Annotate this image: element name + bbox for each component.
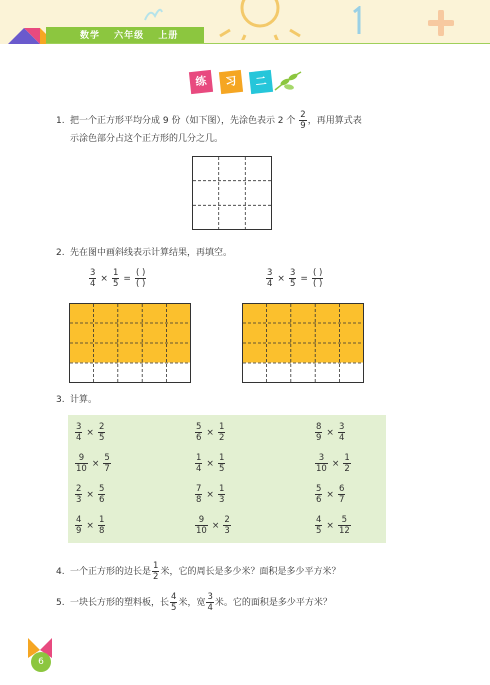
- calc-item: $\frac{4}{5}$ × $\frac{5}{12}$: [316, 515, 350, 536]
- numerator: 3: [267, 268, 273, 278]
- times-sign: ×: [277, 273, 285, 284]
- denominator: 5: [171, 603, 177, 613]
- calc-item: $\frac{9}{10}$ × $\frac{2}{3}$: [196, 515, 230, 536]
- equals-sign: =: [123, 273, 131, 284]
- question-number: 5.: [56, 598, 65, 608]
- plus-icon: [428, 10, 454, 36]
- title-char-2: 习: [219, 70, 243, 94]
- numerator: 4: [171, 592, 177, 602]
- calc-item: $\frac{3}{10}$ × $\frac{1}{2}$: [316, 453, 350, 474]
- denominator: 6: [98, 495, 105, 505]
- calc-item: $\frac{9}{10}$ × $\frac{5}{7}$: [76, 453, 110, 474]
- denominator: 3: [224, 526, 230, 536]
- numerator: 9: [75, 453, 88, 464]
- sun-icon: [215, 0, 305, 40]
- nine-part-square: [192, 156, 272, 230]
- denominator: 7: [338, 495, 345, 505]
- numerator: 2: [76, 484, 82, 494]
- question-text: 计算。: [70, 395, 98, 405]
- page-number: 6: [31, 652, 51, 672]
- denominator: 4: [196, 464, 202, 474]
- calculation-panel: [68, 415, 386, 543]
- denominator: 4: [90, 279, 96, 289]
- fraction: [289, 268, 296, 289]
- title-char-3: 二: [249, 70, 273, 94]
- calc-item: $\frac{7}{8}$ × $\frac{1}{3}$: [196, 484, 225, 505]
- numerator-blank[interactable]: ( ): [135, 268, 146, 278]
- denominator: 9: [76, 526, 82, 536]
- header-volume: 上册: [158, 31, 179, 41]
- denominator: 2: [218, 433, 225, 443]
- header-text: [80, 28, 188, 41]
- numerator: 1: [218, 484, 225, 494]
- denominator: 6: [316, 495, 322, 505]
- numerator: 4: [316, 515, 322, 525]
- denominator: 8: [196, 495, 202, 505]
- question-number: 1.: [56, 116, 65, 126]
- question-text: 先在图中画斜线表示计算结果，再填空。: [70, 248, 233, 258]
- numerator-blank[interactable]: ( ): [312, 268, 323, 278]
- numerator: 6: [338, 484, 345, 494]
- denominator: 4: [207, 603, 213, 613]
- calc-item: $\frac{1}{4}$ × $\frac{1}{5}$: [196, 453, 225, 474]
- q2-left-equation: [88, 268, 147, 289]
- fraction: [206, 592, 213, 613]
- numerator: 1: [344, 453, 350, 463]
- denominator: 10: [316, 464, 327, 474]
- denominator: 5: [289, 279, 296, 289]
- question-4: [56, 561, 340, 582]
- denominator: 5: [98, 433, 105, 443]
- question-2: [56, 245, 232, 261]
- header-grade: 六年级: [114, 31, 145, 41]
- fraction: [89, 268, 96, 289]
- numerator: 5: [196, 422, 202, 432]
- fraction: [266, 268, 273, 289]
- denominator: 7: [104, 464, 110, 474]
- times-sign: ×: [100, 273, 108, 284]
- numerator: 5: [338, 515, 351, 526]
- numerator: 1: [153, 561, 159, 571]
- numerator: 7: [196, 484, 202, 494]
- question-3: [56, 392, 97, 408]
- denominator-blank[interactable]: ( ): [312, 279, 323, 289]
- numerator: 1: [218, 422, 225, 432]
- calc-item: $\frac{2}{3}$ × $\frac{5}{6}$: [76, 484, 105, 505]
- equals-sign: =: [300, 273, 308, 284]
- header-subject: 数学: [80, 31, 101, 41]
- question-text: 一个正方形的边长是: [70, 567, 152, 577]
- numerator: 2: [300, 110, 306, 120]
- calc-item: $\frac{5}{6}$ × $\frac{6}{7}$: [316, 484, 345, 505]
- numerator: 1: [98, 515, 105, 525]
- numerator: 1: [218, 453, 225, 463]
- question-5: [56, 592, 332, 613]
- denominator: 5: [112, 279, 119, 289]
- question-text: 把一个正方形平均分成 9 份（如下图），先涂色表示 2 个: [70, 116, 296, 126]
- question-text: 米，它的周长是多少米？面积是多少平方米？: [160, 567, 341, 577]
- q2-right-grid[interactable]: [242, 303, 364, 383]
- title-char-1: 练: [189, 70, 213, 94]
- denominator: 6: [196, 433, 202, 443]
- leaf-icon: [273, 68, 305, 94]
- numerator: 2: [98, 422, 105, 432]
- calc-item: $\frac{4}{9}$ × $\frac{1}{8}$: [76, 515, 105, 536]
- numerator: 3: [76, 422, 82, 432]
- numerator: 5: [104, 453, 110, 463]
- numerator: 1: [112, 268, 119, 278]
- fraction: [112, 268, 119, 289]
- music-note-icon: [140, 2, 165, 26]
- question-text: 示涂色部分占这个正方形的几分之几。: [70, 134, 224, 144]
- question-text: 一块长方形的塑料板，长: [70, 598, 170, 608]
- denominator: 5: [218, 464, 225, 474]
- denominator: 10: [196, 526, 207, 536]
- denominator: 4: [76, 433, 82, 443]
- denominator: 3: [218, 495, 225, 505]
- denominator: 4: [338, 433, 345, 443]
- denominator: 2: [153, 572, 159, 582]
- question-number: 4.: [56, 567, 65, 577]
- numerator: 9: [195, 515, 208, 526]
- fraction: [152, 561, 159, 582]
- question-1: [56, 110, 362, 147]
- numerator: 8: [316, 422, 322, 432]
- calc-item: $\frac{5}{6}$ × $\frac{1}{2}$: [196, 422, 225, 443]
- calc-item: $\frac{3}{4}$ × $\frac{2}{5}$: [76, 422, 105, 443]
- question-text: ，再用算式表: [307, 116, 362, 126]
- denominator: 9: [316, 433, 322, 443]
- numerator: 4: [76, 515, 82, 525]
- denominator: 10: [76, 464, 87, 474]
- numerator: 5: [316, 484, 322, 494]
- question-number: 2.: [56, 248, 65, 258]
- denominator: 9: [300, 121, 306, 131]
- answer-blank[interactable]: [135, 268, 146, 289]
- denominator: 4: [267, 279, 273, 289]
- numerator: 3: [338, 422, 345, 432]
- calc-item: $\frac{8}{9}$ × $\frac{3}{4}$: [316, 422, 345, 443]
- fraction: [170, 592, 177, 613]
- exercise-title: [190, 70, 275, 92]
- numerator: 3: [289, 268, 296, 278]
- denominator: 8: [98, 526, 105, 536]
- numerator: 3: [207, 592, 213, 602]
- number-one-icon: [350, 6, 366, 36]
- fraction: [299, 110, 306, 131]
- answer-blank[interactable]: [312, 268, 323, 289]
- denominator: 3: [76, 495, 82, 505]
- numerator: 1: [196, 453, 202, 463]
- numerator: 3: [90, 268, 96, 278]
- q2-left-grid[interactable]: [69, 303, 191, 383]
- question-number: 3.: [56, 395, 65, 405]
- denominator-blank[interactable]: ( ): [135, 279, 146, 289]
- question-text: 米。它的面积是多少平方米？: [214, 598, 332, 608]
- q2-right-equation: [265, 268, 324, 289]
- denominator: 12: [338, 526, 350, 536]
- header-divider: [46, 43, 490, 44]
- numerator: 3: [315, 453, 328, 464]
- numerator: 2: [224, 515, 230, 525]
- denominator: 5: [316, 526, 322, 536]
- denominator: 2: [344, 464, 350, 474]
- question-text: 米，宽: [178, 598, 206, 608]
- numerator: 5: [98, 484, 105, 494]
